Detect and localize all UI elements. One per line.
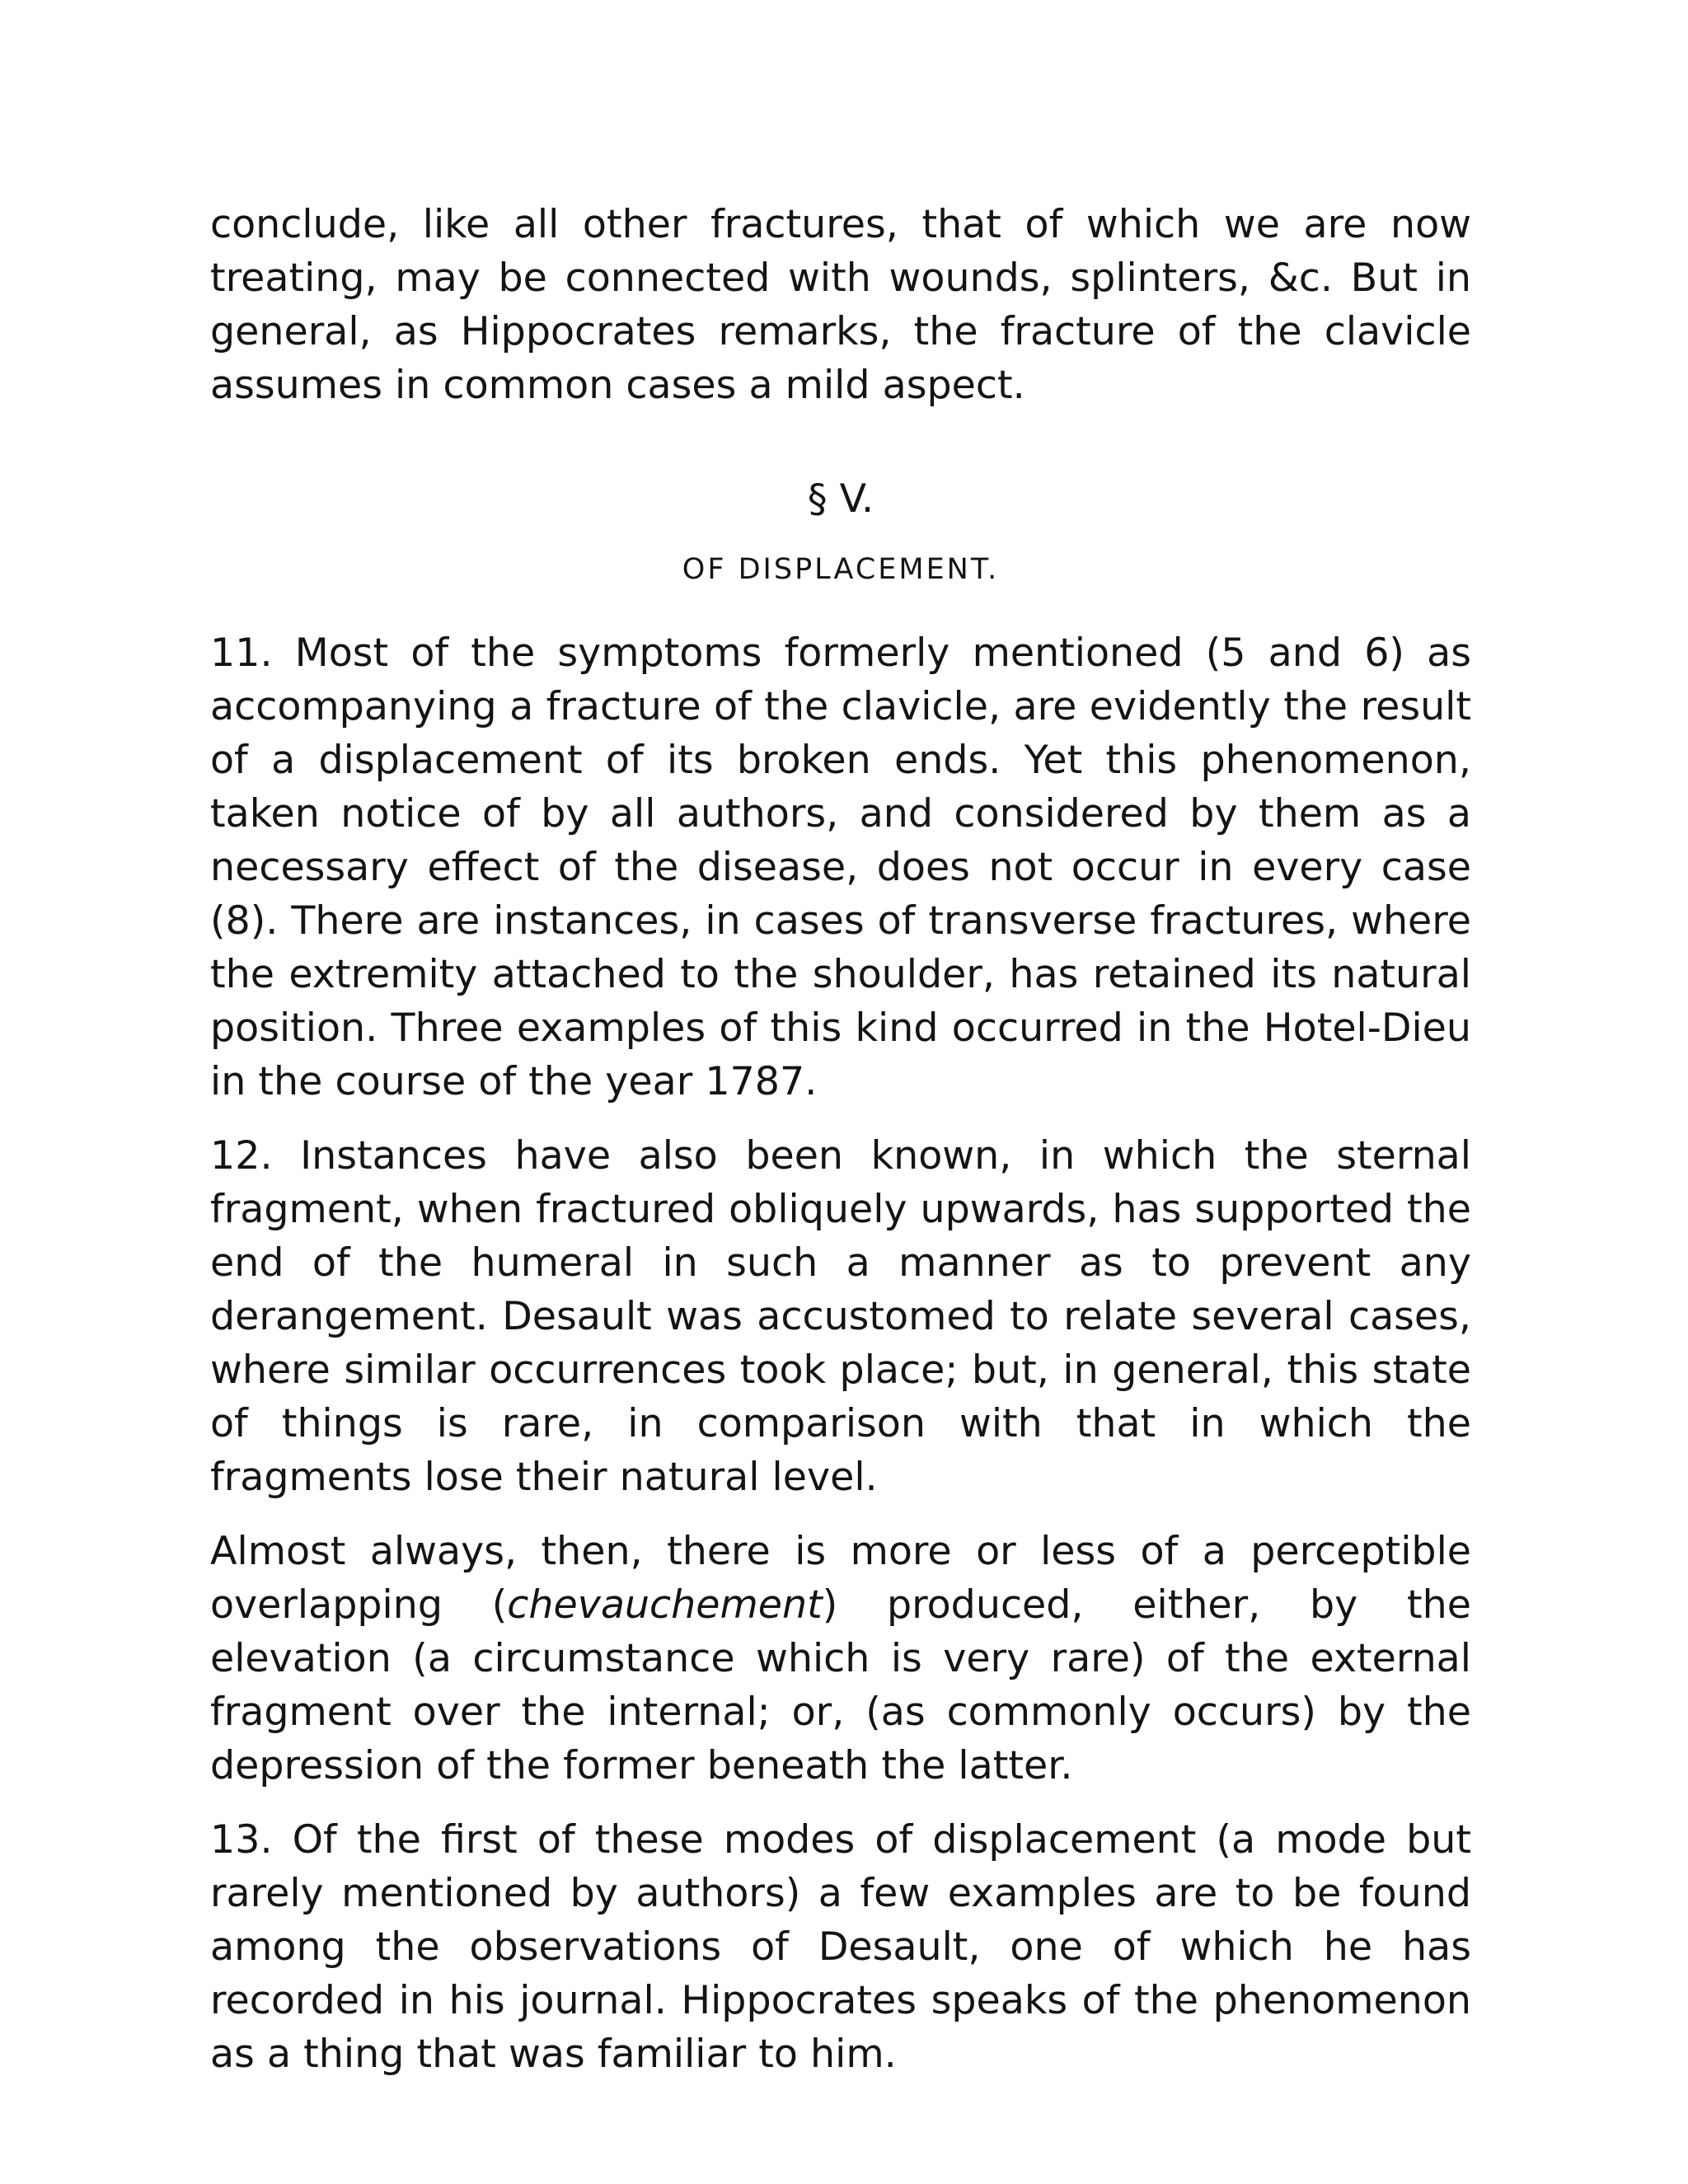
paragraph-almost-always [210,1525,1471,1793]
section-number: § V. [807,476,874,522]
italic-term: chevauchement [507,1582,823,1628]
section-title: OF DISPLACEMENT. [682,553,1000,586]
paragraph-11: 11. Most of the symptoms formerly mentioned (5 and 6) as accompanying a fracture of the clavicle, are evidently the result of a displacement of its broken ends. Yet this phenomenon, taken notice of by all authors, and considered by them as a necessary effect of the disease, does not occur in every case (8). There are instances, in cases of transverse fractures, where the extremity attached to the shoulder, has retained its natural position. Three examples of this kind occurred in the Hotel-Dieu in the course of the year 1787. [210,630,1471,1104]
paragraph-text-start: Almost always, then, there is more or less of a perceptible overlapping ( [210,1529,1471,1628]
paragraph-13: 13. Of the first of these modes of displacement (a mode but rarely mentioned by authors) a few examples are to be found among the observations of Desault, one of which he has recorded in his journal. Hippocrates speaks of the phenomenon as a thing that was familiar to him. [210,1817,1471,2077]
paragraph-text-end: ) produced, either, by the elevation (a circumstance which is very rare) of the external fragment over the internal; or, (as commonly occurs) by the depression of the former beneath the latter. [210,1582,1471,1788]
document-page [210,198,1471,2081]
paragraph-continuation: conclude, like all other fractures, that of which we are now treating, may be connected with wounds, splinters, &c. But in general, as Hippocrates remarks, the fracture of the clavicle assumes in common cases a mild aspect. [210,202,1471,408]
paragraph-12: 12. Instances have also been known, in which the sternal fragment, when fractured obliquely upwards, has supported the end of the humeral in such a manner as to prevent any derangement. Desault was accustomed to relate several cases, where similar occurrences took place; but, in general, this state of things is rare, in comparison with that in which the fragments lose their natural level. [210,1133,1471,1500]
